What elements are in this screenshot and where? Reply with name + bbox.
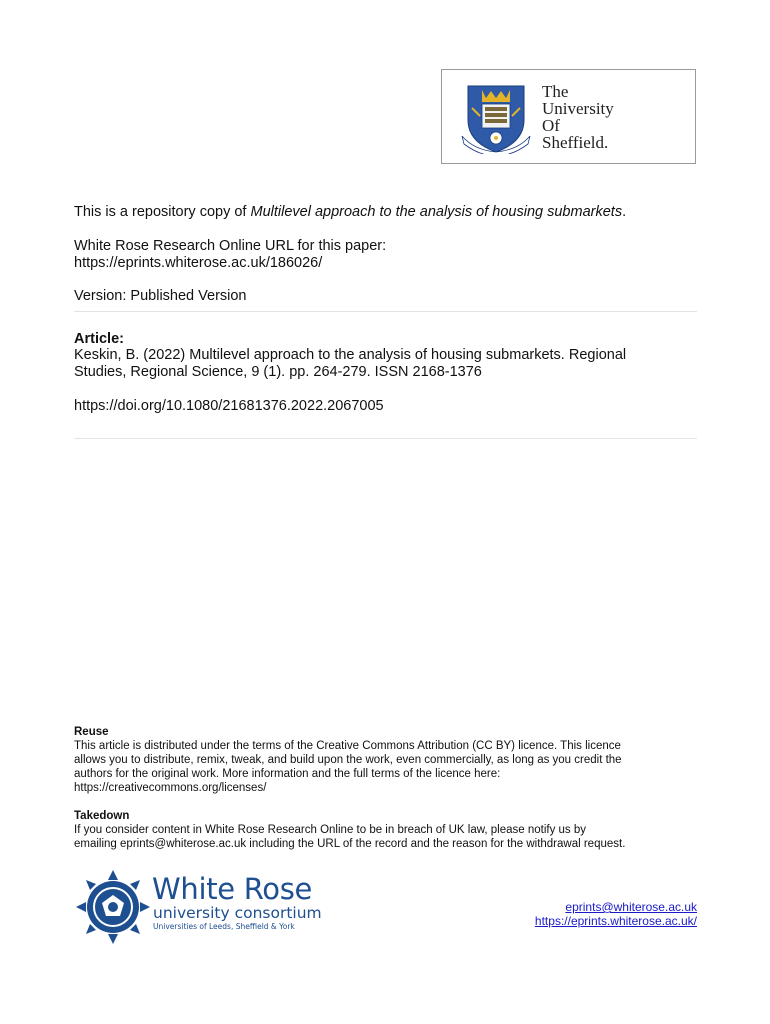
contact-website-link[interactable]: https://eprints.whiterose.ac.uk/ (534, 914, 697, 928)
article-heading: Article: (74, 331, 124, 347)
sheffield-logo-line: Sheffield. (542, 133, 609, 152)
white-rose-emblem-icon (74, 868, 152, 946)
reuse-heading: Reuse (74, 726, 109, 738)
takedown-line: emailing eprints@whiterose.ac.uk including the URL of the record and the reason for the withdrawal request. (74, 838, 626, 850)
sheffield-crest-icon (460, 80, 532, 154)
sheffield-logo-line: The (542, 82, 569, 101)
repository-statement (74, 204, 626, 221)
contact-email-link[interactable]: eprints@whiterose.ac.uk (565, 900, 697, 914)
divider (74, 311, 697, 312)
white-rose-title: White Rose (152, 872, 313, 906)
licence-link[interactable]: https://creativecommons.org/licenses/ (74, 782, 267, 794)
white-rose-subtitle: university consortium (153, 904, 322, 922)
citation-line-2: Studies, Regional Science, 9 (1). pp. 264-279. ISSN 2168-1376 (74, 364, 482, 380)
sheffield-logo-line: Of (542, 116, 560, 135)
sheffield-logo-wordmark (542, 83, 614, 151)
paper-title: Multilevel approach to the analysis of housing submarkets (250, 204, 623, 220)
reuse-line: allows you to distribute, remix, tweak, and build upon the work, even commercially, as long as you credit the (74, 754, 622, 766)
takedown-line: If you consider content in White Rose Research Online to be in breach of UK law, please notify us by (74, 824, 587, 836)
university-of-sheffield-logo (441, 69, 696, 164)
url-label: White Rose Research Online URL for this paper: (74, 238, 387, 254)
reuse-line: This article is distributed under the terms of the Creative Commons Attribution (CC BY) licence. This licence (74, 740, 621, 752)
repository-suffix: . (622, 204, 627, 220)
takedown-heading: Takedown (74, 810, 130, 822)
repository-prefix: This is a repository copy of (74, 204, 251, 220)
sheffield-logo-line: University (542, 99, 614, 118)
white-rose-tagline: Universities of Leeds, Sheffield & York (153, 922, 295, 931)
divider (74, 438, 697, 439)
paper-url[interactable]: https://eprints.whiterose.ac.uk/186026/ (74, 255, 323, 271)
doi-link[interactable]: https://doi.org/10.1080/21681376.2022.2067005 (74, 398, 384, 414)
reuse-line: authors for the original work. More information and the full terms of the licence here: (74, 768, 501, 780)
citation-line-1: Keskin, B. (2022) Multilevel approach to the analysis of housing submarkets. Regional (74, 347, 627, 363)
version-text: Version: Published Version (74, 288, 247, 304)
